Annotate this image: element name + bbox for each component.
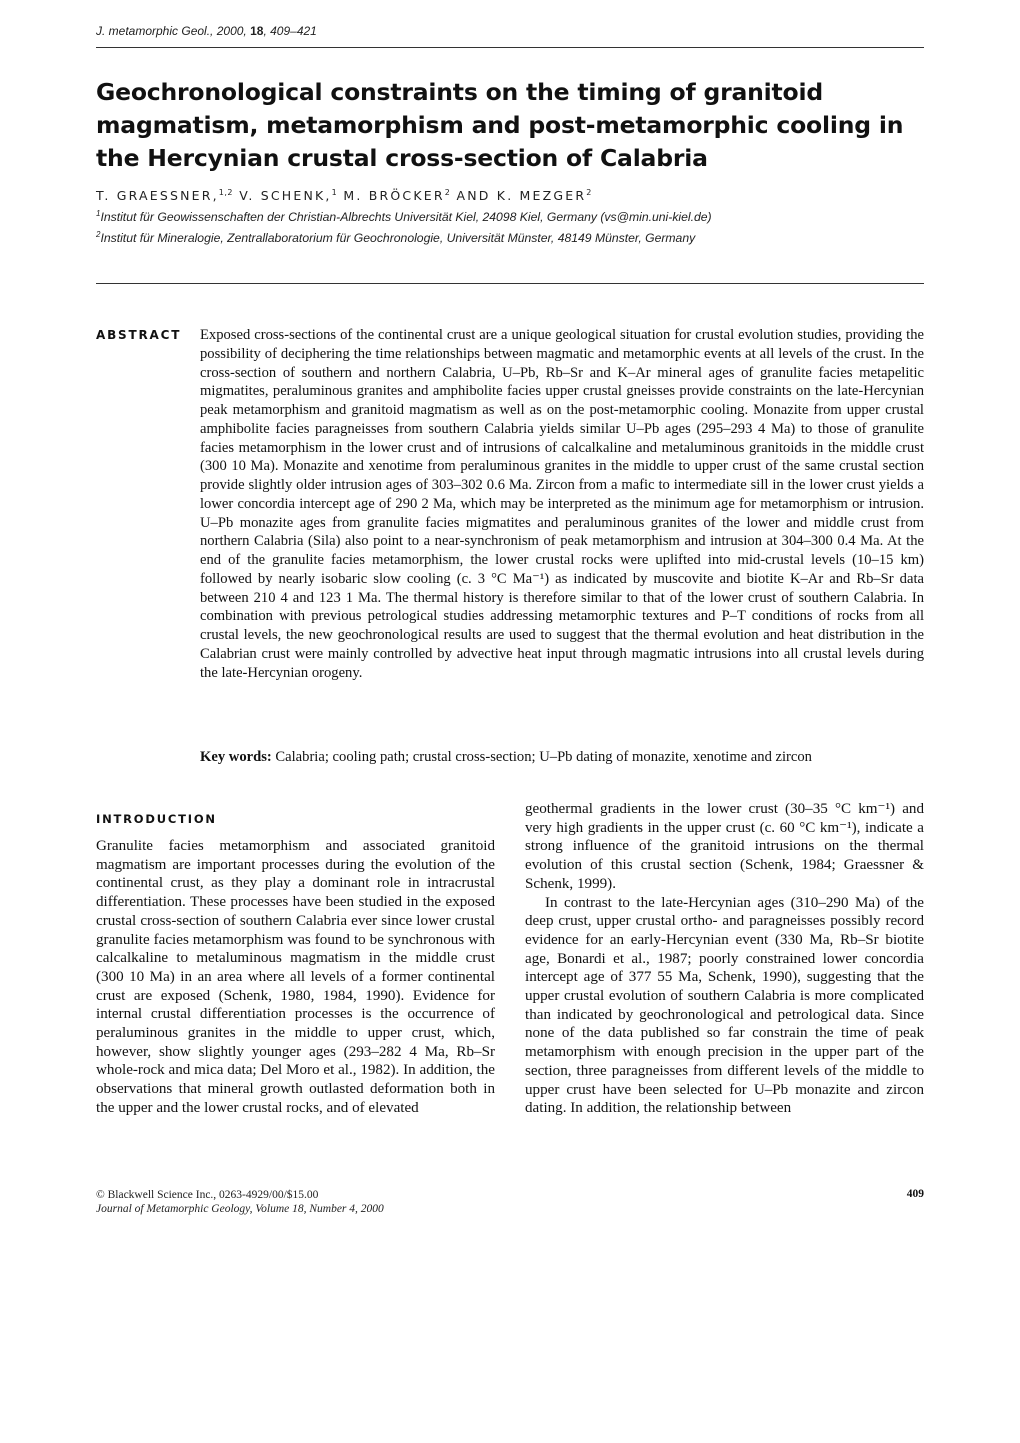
author-name: AND K. MEZGER bbox=[456, 188, 587, 204]
author-affiliation-mark: 2 bbox=[586, 188, 592, 197]
journal-info: Journal of Metamorphic Geology, Volume 18, Number 4, 2000 bbox=[96, 1203, 384, 1215]
author-affiliation-mark: 1,2 bbox=[218, 188, 234, 197]
page-number: 409 bbox=[906, 1188, 924, 1200]
header-rule bbox=[96, 47, 924, 48]
footer bbox=[96, 1188, 384, 1216]
keywords-label: Key words: bbox=[200, 749, 272, 765]
affiliation-mark: 2 bbox=[96, 230, 101, 239]
affiliation-mark: 1 bbox=[96, 209, 101, 218]
section-heading-introduction: INTRODUCTION bbox=[96, 812, 217, 826]
affiliation bbox=[96, 209, 936, 224]
right-column bbox=[525, 800, 924, 1118]
author-affiliation-mark: 2 bbox=[444, 188, 451, 197]
journal-year: 2000 bbox=[216, 24, 244, 38]
author-list bbox=[96, 188, 592, 203]
title-block-rule bbox=[96, 283, 924, 284]
journal-name: J. metamorphic Geol. bbox=[96, 24, 211, 38]
affiliation-text: Institut für Geowissenschaften der Christian-Albrechts Universität Kiel, 24098 Kiel, Germany (vs@min.uni-kiel.de) bbox=[100, 210, 712, 225]
affiliation bbox=[96, 230, 936, 245]
introduction-paragraph: In contrast to the late-Hercynian ages (310–290 Ma) of the deep crust, upper crustal ortho- and paragneisses possibly record evidence for an early-Hercynian event (330 Ma, Rb–Sr biotite age, Bonardi et al., 1987; poorly constrained lower concordia intercept age of 377 55 Ma, Schenk, 1990), suggesting that the upper crustal evolution of southern Calabria is more complicated than indicated by geochronological and petrological data. Since none of the data published so far constrain the time of peak metamorphism with enough precision in the upper part of the section, three paragneisses from different levels of the middle to upper crust have been selected for U–Pb monazite and zircon dating. In addition, the relationship between bbox=[525, 894, 924, 1117]
keywords bbox=[200, 748, 924, 767]
abstract-label: ABSTRACT bbox=[96, 328, 182, 342]
journal-reference: J. metamorphic Geol., 2000, 18, 409–421 bbox=[96, 24, 317, 38]
author-affiliation-mark: 1 bbox=[331, 188, 338, 197]
affiliation-text: Institut für Mineralogie, Zentrallaboratorium für Geochronologie, Universität Münster, 48149 Münster, Germany bbox=[100, 231, 696, 246]
keywords-text: Calabria; cooling path; crustal cross-section; U–Pb dating of monazite, xenotime and zircon bbox=[275, 749, 812, 765]
author-name: V. SCHENK, bbox=[239, 188, 332, 204]
abstract-text: Exposed cross-sections of the continental crust are a unique geological situation for crustal evolution studies, providing the possibility of deciphering the time relationships between magmatic and metamorphic events at all levels of the crust. In the cross-section of southern and northern Calabria, U–Pb, Rb–Sr and K–Ar mineral ages of granulite facies metapelitic migmatites, peraluminous granites and amphibolite facies upper crustal gneisses provide constraints on the late-Hercynian peak metamorphism and granitoid magmatism as well as on the post-metamorphic cooling. Monazite from upper crustal amphibolite facies paragneisses from southern Calabria yields similar U–Pb ages (295–293 4 Ma) to those of granulite facies metamorphism in the lower crust and of intrusions of calcalkaline and metaluminous granitoids in the middle crust (300 10 Ma). Monazite and xenotime from peraluminous granites in the middle to upper crust of the same crustal section provide slightly older intrusion ages of 303–302 0.6 Ma. Zircon from a mafic to intermediate sill in the lower crust yields a lower concordia intercept age of 290 2 Ma, which may be interpreted as the minimum age for metamorphism or intrusion. U–Pb monazite ages from granulite facies migmatites and peraluminous granites of the lower and middle crust from northern Calabria (Sila) also point to a near-synchronism of peak metamorphism and intrusion at 304–300 0.4 Ma. At the end of the granulite facies metamorphism, the lower crustal rocks were uplifted into mid-crustal levels (10–15 km) followed by nearly isobaric slow cooling (c. 3 °C Ma⁻¹) as indicated by muscovite and biotite K–Ar and Rb–Sr data between 210 4 and 123 1 Ma. The thermal history is therefore similar to that of the lower crust of southern Calabria. In combination with previous petrological studies addressing metamorphic textures and P–T conditions of rocks from all crustal levels, the new geochronological results are used to suggest that the thermal evolution and heat distribution in the Calabrian crust were mainly controlled by advective heat input through magmatic intrusions into all crustal levels during the late-Hercynian orogeny. bbox=[200, 327, 924, 681]
author-name: M. BRÖCKER bbox=[343, 188, 445, 204]
introduction-paragraph-continued: geothermal gradients in the lower crust (30–35 °C km⁻¹) and very high gradients in the upper crust (c. 60 °C km⁻¹), indicate a strong influence of the granitoid intrusions on the thermal evolution of this crustal section (Schenk, 1984; Graessner & Schenk, 1999). bbox=[525, 801, 924, 892]
introduction-paragraph: Granulite facies metamorphism and associated granitoid magmatism are important processes during the evolution of the continental crust, as they play a dominant role in intracrustal differentiation. These processes have been studied in the exposed crustal cross-section of southern Calabria ever since lower crustal granulite facies metamorphism was found to be synchronous with calcalkaline to metaluminous magmatism in the middle crust (300 10 Ma) in an area where all levels of a former continental crust are exposed (Schenk, 1980, 1984, 1990). Evidence for internal crustal differentiation processes is the occurrence of peraluminous granites in the middle to upper crust, which, however, show slightly younger ages (293–282 4 Ma, Rb–Sr whole-rock and mica data; Del Moro et al., 1982). In addition, the observations that mineral growth outlasted deformation both in the upper and the lower crustal rocks, and of elevated bbox=[96, 838, 495, 1116]
journal-volume: 18 bbox=[250, 24, 264, 38]
article-title: Geochronological constraints on the timing of granitoid magmatism, metamorphism and post-metamorphic cooling in the Hercynian crustal cross-section of Calabria bbox=[96, 78, 904, 172]
author-name: T. GRAESSNER, bbox=[96, 188, 219, 204]
journal-pages: 409–421 bbox=[270, 24, 317, 38]
left-column bbox=[96, 837, 495, 1118]
copyright-notice: © Blackwell Science Inc., 0263-4929/00/$15.00 bbox=[96, 1189, 319, 1201]
